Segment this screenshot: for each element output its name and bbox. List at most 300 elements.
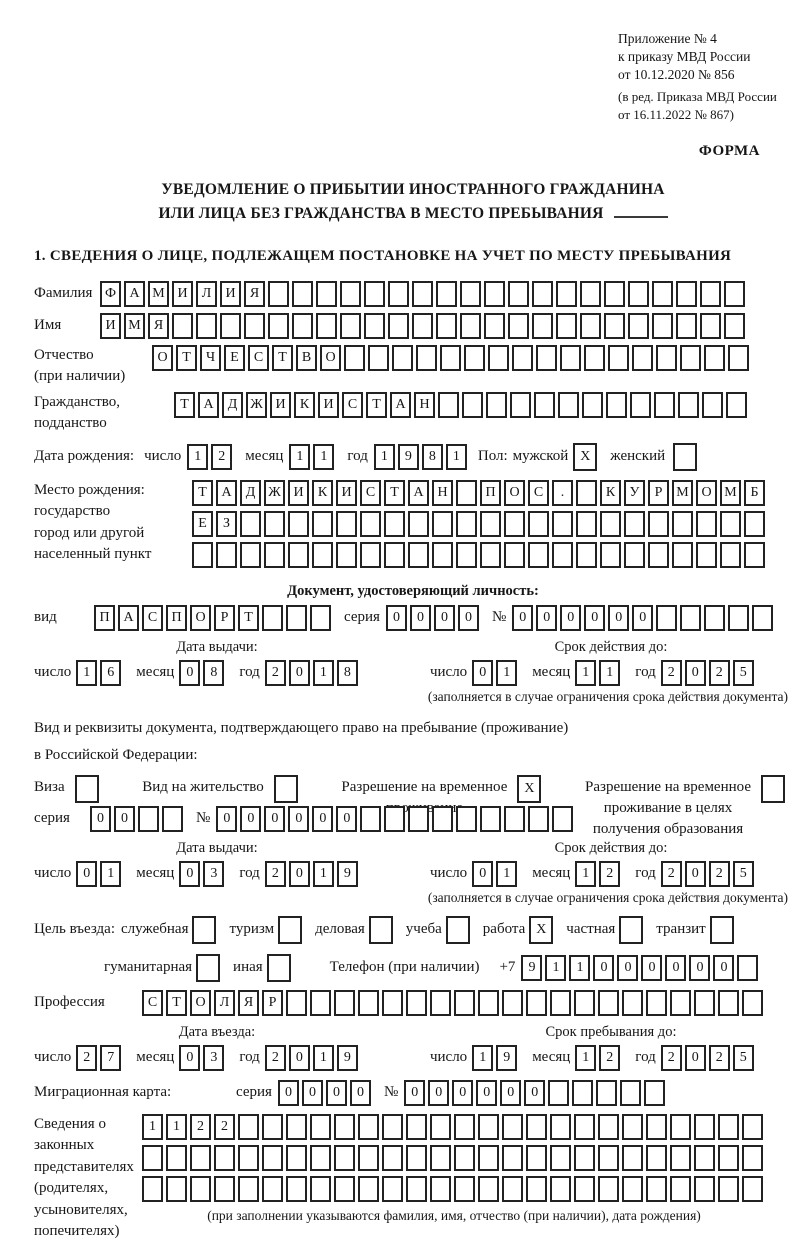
- citizenship-cell[interactable]: [534, 392, 555, 418]
- representative-cell[interactable]: [478, 1176, 499, 1202]
- residence-issue-day-cell[interactable]: 1: [100, 861, 121, 887]
- representative-cell[interactable]: [454, 1145, 475, 1171]
- profession-cell[interactable]: [694, 990, 715, 1016]
- surname-cell[interactable]: [484, 281, 505, 307]
- birth-place-cell[interactable]: З: [216, 511, 237, 537]
- surname-cell[interactable]: [460, 281, 481, 307]
- representative-cell[interactable]: [430, 1176, 451, 1202]
- surname-cell[interactable]: М: [148, 281, 169, 307]
- birth-place-cell[interactable]: А: [408, 480, 429, 506]
- doc-number-cell[interactable]: 0: [584, 605, 605, 631]
- birth-place-cell[interactable]: [240, 511, 261, 537]
- representative-cell[interactable]: [574, 1145, 595, 1171]
- phone-digit-cell[interactable]: 1: [545, 955, 566, 981]
- phone-digit-cell[interactable]: 0: [689, 955, 710, 981]
- stay-year-cell[interactable]: 0: [685, 1045, 706, 1071]
- birth-place-cell[interactable]: К: [312, 480, 333, 506]
- birth-day-cell[interactable]: 1: [187, 444, 208, 470]
- doc-seriya-cell[interactable]: 0: [386, 605, 407, 631]
- phone-digit-cell[interactable]: [737, 955, 758, 981]
- birth-place-cell[interactable]: [432, 542, 453, 568]
- birth-year-cell[interactable]: 1: [374, 444, 395, 470]
- firstname-cell[interactable]: И: [100, 313, 121, 339]
- migration-seriya-cell[interactable]: 0: [302, 1080, 323, 1106]
- doc-expiry-day-cell[interactable]: 1: [496, 660, 517, 686]
- surname-cell[interactable]: [364, 281, 385, 307]
- representative-cell[interactable]: [550, 1176, 571, 1202]
- patronymic-cell[interactable]: [344, 345, 365, 371]
- citizenship-cell[interactable]: Ж: [246, 392, 267, 418]
- representative-cell[interactable]: [214, 1145, 235, 1171]
- representative-cell[interactable]: [478, 1145, 499, 1171]
- representative-cell[interactable]: [190, 1176, 211, 1202]
- representative-cell[interactable]: [694, 1145, 715, 1171]
- birth-place-cell[interactable]: [552, 542, 573, 568]
- birth-place-cell[interactable]: [312, 542, 333, 568]
- surname-cell[interactable]: А: [124, 281, 145, 307]
- entry-year-cell[interactable]: 9: [337, 1045, 358, 1071]
- representative-cell[interactable]: [622, 1145, 643, 1171]
- residence-permit-checkbox[interactable]: [274, 775, 298, 803]
- representative-cell[interactable]: 2: [214, 1114, 235, 1140]
- residence-seriya-cell[interactable]: [138, 806, 159, 832]
- phone-digit-cell[interactable]: 0: [713, 955, 734, 981]
- representative-cell[interactable]: [238, 1145, 259, 1171]
- phone-digit-cell[interactable]: 0: [665, 955, 686, 981]
- birth-year-cell[interactable]: 1: [446, 444, 467, 470]
- birth-place-cell[interactable]: [576, 511, 597, 537]
- citizenship-cell[interactable]: [462, 392, 483, 418]
- residence-seriya-cell[interactable]: 0: [114, 806, 135, 832]
- birth-place-cell[interactable]: Д: [240, 480, 261, 506]
- patronymic-cell[interactable]: [728, 345, 749, 371]
- birth-place-cell[interactable]: Н: [432, 480, 453, 506]
- representative-cell[interactable]: [238, 1114, 259, 1140]
- profession-cell[interactable]: [478, 990, 499, 1016]
- migration-seriya-cell[interactable]: 0: [278, 1080, 299, 1106]
- residence-expiry-day-cell[interactable]: 0: [472, 861, 493, 887]
- profession-cell[interactable]: [358, 990, 379, 1016]
- doc-seriya-cell[interactable]: 0: [434, 605, 455, 631]
- birth-year-cell[interactable]: 8: [422, 444, 443, 470]
- doc-expiry-year-cell[interactable]: 2: [661, 660, 682, 686]
- representative-cell[interactable]: [142, 1176, 163, 1202]
- surname-cell[interactable]: [700, 281, 721, 307]
- representative-cell[interactable]: [574, 1114, 595, 1140]
- surname-cell[interactable]: [532, 281, 553, 307]
- birth-place-cell[interactable]: [744, 542, 765, 568]
- representative-cell[interactable]: [214, 1176, 235, 1202]
- surname-cell[interactable]: [604, 281, 625, 307]
- purpose-tourism-checkbox[interactable]: [278, 916, 302, 944]
- profession-cell[interactable]: [382, 990, 403, 1016]
- representative-cell[interactable]: [430, 1114, 451, 1140]
- citizenship-cell[interactable]: С: [342, 392, 363, 418]
- profession-cell[interactable]: [310, 990, 331, 1016]
- purpose-work-checkbox[interactable]: X: [529, 916, 553, 944]
- representative-cell[interactable]: [574, 1176, 595, 1202]
- purpose-commercial-checkbox[interactable]: [369, 916, 393, 944]
- surname-cell[interactable]: [676, 281, 697, 307]
- representative-cell[interactable]: [406, 1145, 427, 1171]
- entry-year-cell[interactable]: 0: [289, 1045, 310, 1071]
- surname-cell[interactable]: [412, 281, 433, 307]
- residence-number-cell[interactable]: [504, 806, 525, 832]
- residence-number-cell[interactable]: [552, 806, 573, 832]
- patronymic-cell[interactable]: Ч: [200, 345, 221, 371]
- birth-place-cell[interactable]: [264, 542, 285, 568]
- patronymic-cell[interactable]: О: [152, 345, 173, 371]
- patronymic-cell[interactable]: [464, 345, 485, 371]
- representative-cell[interactable]: [406, 1114, 427, 1140]
- entry-day-cell[interactable]: 2: [76, 1045, 97, 1071]
- birth-place-cell[interactable]: [336, 511, 357, 537]
- representative-cell[interactable]: [502, 1145, 523, 1171]
- profession-cell[interactable]: Я: [238, 990, 259, 1016]
- profession-cell[interactable]: [646, 990, 667, 1016]
- residence-number-cell[interactable]: [456, 806, 477, 832]
- doc-issue-month-cell[interactable]: 8: [203, 660, 224, 686]
- representative-cell[interactable]: [166, 1145, 187, 1171]
- birth-place-cell[interactable]: [504, 511, 525, 537]
- patronymic-cell[interactable]: [488, 345, 509, 371]
- representative-cell[interactable]: [262, 1114, 283, 1140]
- representative-cell[interactable]: [646, 1114, 667, 1140]
- birth-place-cell[interactable]: [360, 511, 381, 537]
- patronymic-cell[interactable]: [584, 345, 605, 371]
- profession-cell[interactable]: [622, 990, 643, 1016]
- representative-cell[interactable]: [742, 1176, 763, 1202]
- birth-place-cell[interactable]: М: [672, 480, 693, 506]
- firstname-cell[interactable]: [268, 313, 289, 339]
- surname-cell[interactable]: И: [172, 281, 193, 307]
- birth-place-cell[interactable]: [264, 511, 285, 537]
- profession-cell[interactable]: [502, 990, 523, 1016]
- firstname-cell[interactable]: [484, 313, 505, 339]
- profession-cell[interactable]: [334, 990, 355, 1016]
- stay-year-cell[interactable]: 2: [709, 1045, 730, 1071]
- citizenship-cell[interactable]: [702, 392, 723, 418]
- residence-seriya-cell[interactable]: [162, 806, 183, 832]
- representative-cell[interactable]: [718, 1145, 739, 1171]
- profession-cell[interactable]: [670, 990, 691, 1016]
- representative-cell[interactable]: [718, 1114, 739, 1140]
- birth-place-cell[interactable]: [216, 542, 237, 568]
- representative-cell[interactable]: [694, 1176, 715, 1202]
- phone-digit-cell[interactable]: 0: [641, 955, 662, 981]
- firstname-cell[interactable]: [412, 313, 433, 339]
- firstname-cell[interactable]: [676, 313, 697, 339]
- birth-place-cell[interactable]: [624, 511, 645, 537]
- birth-place-cell[interactable]: А: [216, 480, 237, 506]
- migration-seriya-cell[interactable]: 0: [326, 1080, 347, 1106]
- doc-type-cell[interactable]: [310, 605, 331, 631]
- birth-place-cell[interactable]: С: [528, 480, 549, 506]
- patronymic-cell[interactable]: [656, 345, 677, 371]
- residence-number-cell[interactable]: 0: [240, 806, 261, 832]
- citizenship-cell[interactable]: А: [390, 392, 411, 418]
- birth-place-cell[interactable]: Р: [648, 480, 669, 506]
- birth-month-cell[interactable]: 1: [289, 444, 310, 470]
- residence-issue-year-cell[interactable]: 2: [265, 861, 286, 887]
- profession-cell[interactable]: [742, 990, 763, 1016]
- migration-seriya-cell[interactable]: 0: [350, 1080, 371, 1106]
- birth-month-cell[interactable]: 1: [313, 444, 334, 470]
- doc-number-cell[interactable]: [728, 605, 749, 631]
- profession-cell[interactable]: О: [190, 990, 211, 1016]
- representative-cell[interactable]: [166, 1176, 187, 1202]
- doc-issue-month-cell[interactable]: 0: [179, 660, 200, 686]
- doc-expiry-month-cell[interactable]: 1: [575, 660, 596, 686]
- birth-place-cell[interactable]: [696, 542, 717, 568]
- birth-place-cell[interactable]: [648, 542, 669, 568]
- doc-issue-year-cell[interactable]: 8: [337, 660, 358, 686]
- citizenship-cell[interactable]: К: [294, 392, 315, 418]
- representative-cell[interactable]: [406, 1176, 427, 1202]
- representative-cell[interactable]: [454, 1114, 475, 1140]
- surname-cell[interactable]: [340, 281, 361, 307]
- doc-type-cell[interactable]: Р: [214, 605, 235, 631]
- citizenship-cell[interactable]: [630, 392, 651, 418]
- stay-year-cell[interactable]: 5: [733, 1045, 754, 1071]
- migration-number-cell[interactable]: [572, 1080, 593, 1106]
- birth-place-cell[interactable]: [408, 511, 429, 537]
- doc-type-cell[interactable]: А: [118, 605, 139, 631]
- firstname-cell[interactable]: [700, 313, 721, 339]
- firstname-cell[interactable]: [316, 313, 337, 339]
- representative-cell[interactable]: [502, 1114, 523, 1140]
- firstname-cell[interactable]: [604, 313, 625, 339]
- doc-seriya-cell[interactable]: 0: [410, 605, 431, 631]
- surname-cell[interactable]: [556, 281, 577, 307]
- representative-cell[interactable]: [670, 1145, 691, 1171]
- birth-place-cell[interactable]: [720, 511, 741, 537]
- representative-cell[interactable]: [598, 1176, 619, 1202]
- surname-cell[interactable]: [628, 281, 649, 307]
- residence-number-cell[interactable]: [360, 806, 381, 832]
- firstname-cell[interactable]: [196, 313, 217, 339]
- birth-place-cell[interactable]: [240, 542, 261, 568]
- doc-type-cell[interactable]: [262, 605, 283, 631]
- representative-cell[interactable]: [478, 1114, 499, 1140]
- migration-number-cell[interactable]: 0: [404, 1080, 425, 1106]
- doc-issue-year-cell[interactable]: 2: [265, 660, 286, 686]
- citizenship-cell[interactable]: А: [198, 392, 219, 418]
- migration-number-cell[interactable]: [548, 1080, 569, 1106]
- residence-expiry-year-cell[interactable]: 0: [685, 861, 706, 887]
- citizenship-cell[interactable]: [606, 392, 627, 418]
- representative-cell[interactable]: [550, 1145, 571, 1171]
- representative-cell[interactable]: [334, 1145, 355, 1171]
- phone-digit-cell[interactable]: 0: [593, 955, 614, 981]
- profession-cell[interactable]: [718, 990, 739, 1016]
- migration-number-cell[interactable]: [596, 1080, 617, 1106]
- patronymic-cell[interactable]: Е: [224, 345, 245, 371]
- entry-month-cell[interactable]: 0: [179, 1045, 200, 1071]
- doc-issue-year-cell[interactable]: 0: [289, 660, 310, 686]
- birth-place-cell[interactable]: [672, 511, 693, 537]
- visa-checkbox[interactable]: [75, 775, 99, 803]
- phone-digit-cell[interactable]: 9: [521, 955, 542, 981]
- citizenship-cell[interactable]: Т: [366, 392, 387, 418]
- firstname-cell[interactable]: [508, 313, 529, 339]
- doc-number-cell[interactable]: 0: [512, 605, 533, 631]
- representative-cell[interactable]: [310, 1114, 331, 1140]
- migration-number-cell[interactable]: [620, 1080, 641, 1106]
- migration-number-cell[interactable]: 0: [500, 1080, 521, 1106]
- surname-cell[interactable]: И: [220, 281, 241, 307]
- residence-number-cell[interactable]: 0: [312, 806, 333, 832]
- residence-number-cell[interactable]: [384, 806, 405, 832]
- representative-cell[interactable]: 2: [190, 1114, 211, 1140]
- birth-place-cell[interactable]: М: [720, 480, 741, 506]
- representative-cell[interactable]: [238, 1176, 259, 1202]
- citizenship-cell[interactable]: Т: [174, 392, 195, 418]
- representative-cell[interactable]: [454, 1176, 475, 1202]
- birth-place-cell[interactable]: И: [336, 480, 357, 506]
- representative-cell[interactable]: [382, 1145, 403, 1171]
- residence-expiry-month-cell[interactable]: 1: [575, 861, 596, 887]
- residence-number-cell[interactable]: 0: [264, 806, 285, 832]
- migration-number-cell[interactable]: 0: [452, 1080, 473, 1106]
- representative-cell[interactable]: [358, 1145, 379, 1171]
- profession-cell[interactable]: [598, 990, 619, 1016]
- firstname-cell[interactable]: [724, 313, 745, 339]
- representative-cell[interactable]: [550, 1114, 571, 1140]
- doc-type-cell[interactable]: С: [142, 605, 163, 631]
- surname-cell[interactable]: [580, 281, 601, 307]
- doc-number-cell[interactable]: 0: [632, 605, 653, 631]
- patronymic-cell[interactable]: В: [296, 345, 317, 371]
- representative-cell[interactable]: [334, 1176, 355, 1202]
- representative-cell[interactable]: [718, 1176, 739, 1202]
- birth-place-cell[interactable]: [288, 542, 309, 568]
- residence-number-cell[interactable]: 0: [216, 806, 237, 832]
- residence-number-cell[interactable]: [408, 806, 429, 832]
- patronymic-cell[interactable]: [560, 345, 581, 371]
- residence-expiry-year-cell[interactable]: 2: [661, 861, 682, 887]
- migration-number-cell[interactable]: 0: [476, 1080, 497, 1106]
- profession-cell[interactable]: [454, 990, 475, 1016]
- birth-place-cell[interactable]: [480, 542, 501, 568]
- patronymic-cell[interactable]: [608, 345, 629, 371]
- doc-number-cell[interactable]: [752, 605, 773, 631]
- representative-cell[interactable]: [430, 1145, 451, 1171]
- birth-place-cell[interactable]: .: [552, 480, 573, 506]
- surname-cell[interactable]: [292, 281, 313, 307]
- patronymic-cell[interactable]: [680, 345, 701, 371]
- purpose-business-checkbox[interactable]: [192, 916, 216, 944]
- birth-place-cell[interactable]: Т: [384, 480, 405, 506]
- birth-place-cell[interactable]: К: [600, 480, 621, 506]
- residence-expiry-month-cell[interactable]: 2: [599, 861, 620, 887]
- phone-digit-cell[interactable]: 1: [569, 955, 590, 981]
- citizenship-cell[interactable]: [438, 392, 459, 418]
- patronymic-cell[interactable]: [512, 345, 533, 371]
- residence-expiry-day-cell[interactable]: 1: [496, 861, 517, 887]
- phone-digit-cell[interactable]: 0: [617, 955, 638, 981]
- doc-number-cell[interactable]: [680, 605, 701, 631]
- birth-place-cell[interactable]: И: [288, 480, 309, 506]
- birth-year-cell[interactable]: 9: [398, 444, 419, 470]
- birth-place-cell[interactable]: [504, 542, 525, 568]
- doc-expiry-year-cell[interactable]: 2: [709, 660, 730, 686]
- citizenship-cell[interactable]: [678, 392, 699, 418]
- representative-cell[interactable]: [502, 1176, 523, 1202]
- doc-issue-day-cell[interactable]: 1: [76, 660, 97, 686]
- patronymic-cell[interactable]: [536, 345, 557, 371]
- residence-number-cell[interactable]: [480, 806, 501, 832]
- representative-cell[interactable]: [694, 1114, 715, 1140]
- representative-cell[interactable]: [670, 1114, 691, 1140]
- sex-male-checkbox[interactable]: X: [573, 443, 597, 471]
- birth-place-cell[interactable]: Б: [744, 480, 765, 506]
- representative-cell[interactable]: 1: [142, 1114, 163, 1140]
- representative-cell[interactable]: [742, 1114, 763, 1140]
- residence-number-cell[interactable]: [432, 806, 453, 832]
- representative-cell[interactable]: [646, 1145, 667, 1171]
- citizenship-cell[interactable]: Н: [414, 392, 435, 418]
- birth-place-cell[interactable]: Ж: [264, 480, 285, 506]
- surname-cell[interactable]: Ф: [100, 281, 121, 307]
- firstname-cell[interactable]: [628, 313, 649, 339]
- patronymic-cell[interactable]: Т: [272, 345, 293, 371]
- patronymic-cell[interactable]: С: [248, 345, 269, 371]
- representative-cell[interactable]: [262, 1176, 283, 1202]
- representative-cell[interactable]: [358, 1176, 379, 1202]
- representative-cell[interactable]: [670, 1176, 691, 1202]
- profession-cell[interactable]: [550, 990, 571, 1016]
- profession-cell[interactable]: [286, 990, 307, 1016]
- doc-number-cell[interactable]: [704, 605, 725, 631]
- residence-expiry-year-cell[interactable]: 5: [733, 861, 754, 887]
- birth-place-cell[interactable]: [384, 511, 405, 537]
- profession-cell[interactable]: Р: [262, 990, 283, 1016]
- firstname-cell[interactable]: [364, 313, 385, 339]
- surname-cell[interactable]: [652, 281, 673, 307]
- representative-cell[interactable]: [286, 1114, 307, 1140]
- birth-place-cell[interactable]: [288, 511, 309, 537]
- profession-cell[interactable]: С: [142, 990, 163, 1016]
- citizenship-cell[interactable]: [558, 392, 579, 418]
- birth-place-cell[interactable]: [576, 480, 597, 506]
- citizenship-cell[interactable]: Д: [222, 392, 243, 418]
- doc-type-cell[interactable]: Т: [238, 605, 259, 631]
- profession-cell[interactable]: [526, 990, 547, 1016]
- birth-place-cell[interactable]: [648, 511, 669, 537]
- representative-cell[interactable]: [190, 1145, 211, 1171]
- birth-place-cell[interactable]: С: [360, 480, 381, 506]
- firstname-cell[interactable]: [172, 313, 193, 339]
- patronymic-cell[interactable]: [632, 345, 653, 371]
- birth-place-cell[interactable]: О: [696, 480, 717, 506]
- firstname-cell[interactable]: [220, 313, 241, 339]
- birth-place-cell[interactable]: [552, 511, 573, 537]
- firstname-cell[interactable]: [292, 313, 313, 339]
- representative-cell[interactable]: [526, 1145, 547, 1171]
- doc-type-cell[interactable]: [286, 605, 307, 631]
- residence-number-cell[interactable]: [528, 806, 549, 832]
- surname-cell[interactable]: Л: [196, 281, 217, 307]
- purpose-study-checkbox[interactable]: [446, 916, 470, 944]
- representative-cell[interactable]: [286, 1176, 307, 1202]
- birth-place-cell[interactable]: [456, 542, 477, 568]
- citizenship-cell[interactable]: [486, 392, 507, 418]
- birth-place-cell[interactable]: [336, 542, 357, 568]
- birth-place-cell[interactable]: О: [504, 480, 525, 506]
- birth-place-cell[interactable]: [192, 542, 213, 568]
- profession-cell[interactable]: Л: [214, 990, 235, 1016]
